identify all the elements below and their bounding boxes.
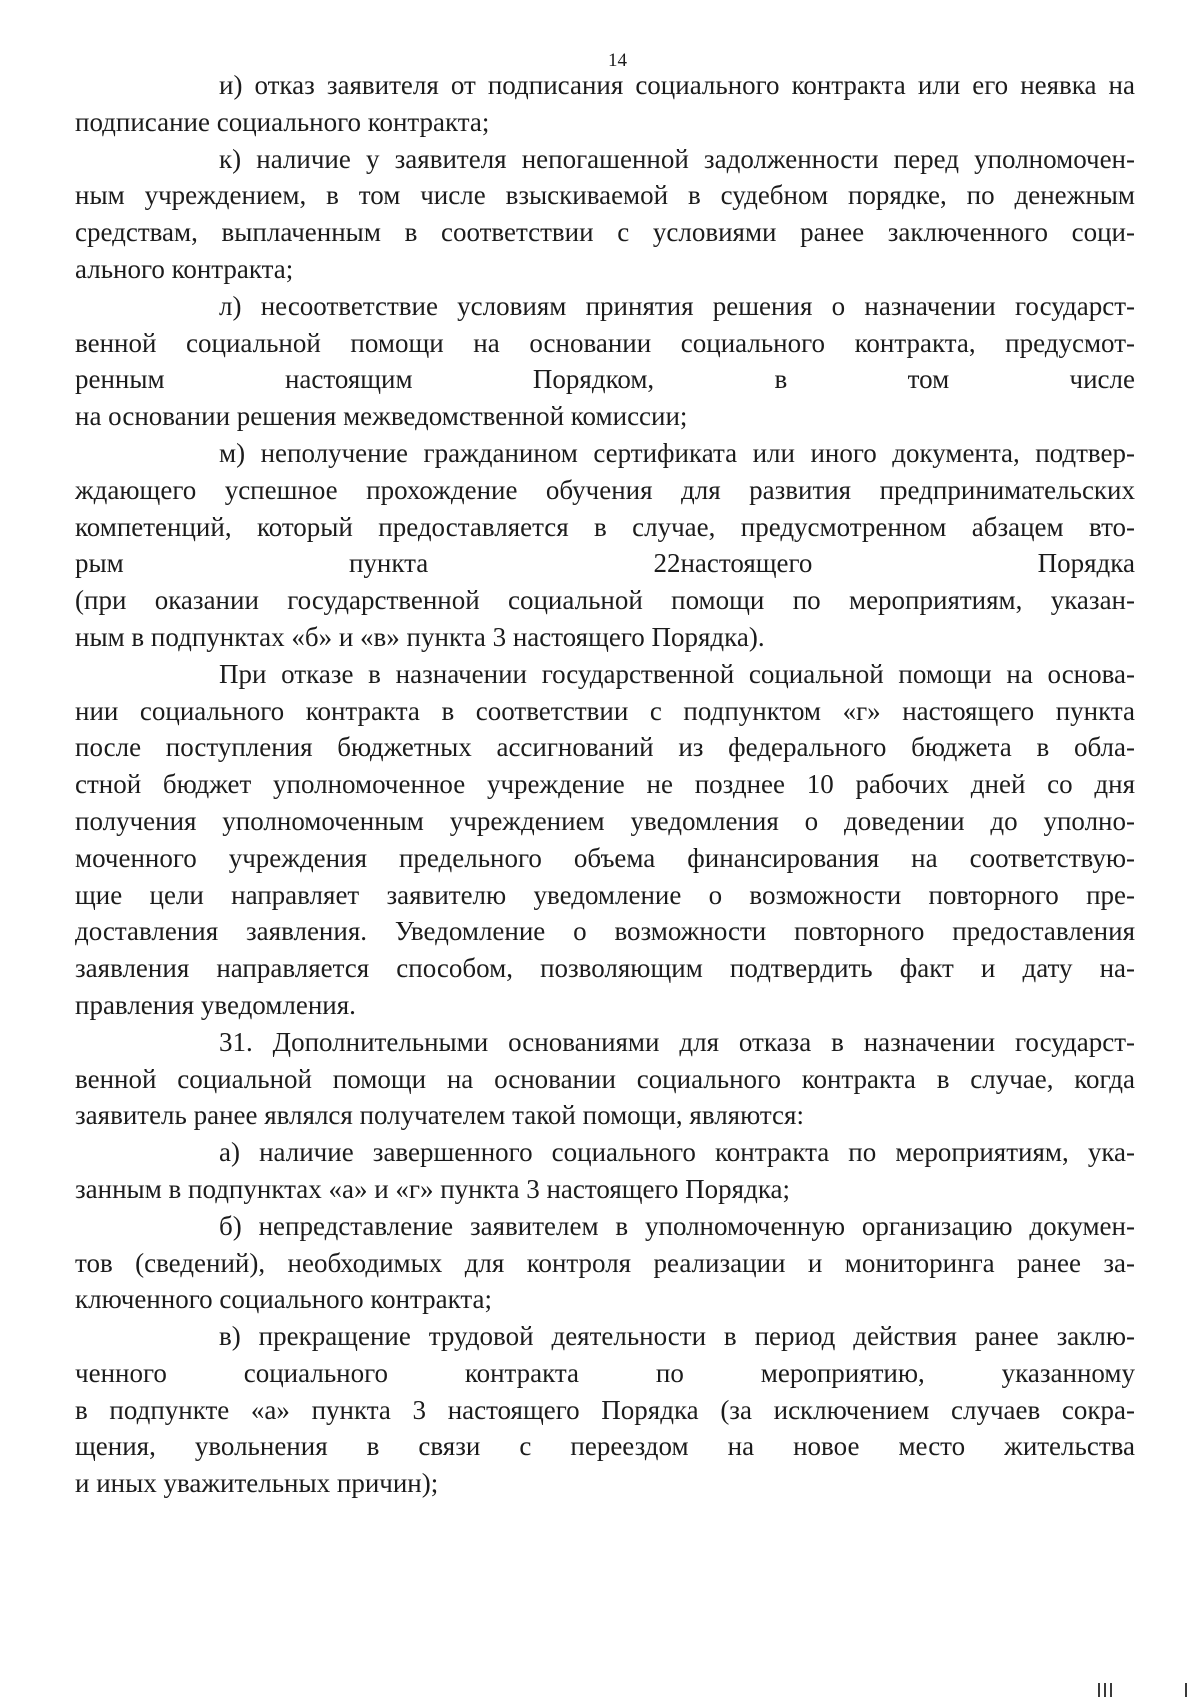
text-line: а) наличие завершенного социального контракта по мероприятиям, ука- (219, 1137, 1135, 1168)
paragraph (75, 67, 1135, 141)
paragraph (75, 1134, 1135, 1208)
paragraph (75, 288, 1135, 435)
text-line: щения, увольнения в связи с переездом на новое место жительства (75, 1431, 1135, 1462)
text-line: на основании решения межведомственной комиссии; (75, 401, 688, 432)
text-line: ждающего успешное прохождение обучения для развития предпринимательских (75, 474, 1135, 505)
text-line: м) неполучение гражданином сертификата или иного документа, подтвер- (219, 437, 1135, 468)
paragraph (75, 656, 1135, 1024)
text-line: к) наличие у заявителя непогашенной задолженности перед уполномочен- (219, 143, 1135, 174)
text-line: При отказе в назначении государственной социальной помощи на основа- (219, 658, 1135, 689)
text-line: ключенного социального контракта; (75, 1284, 493, 1315)
paragraph (75, 1024, 1135, 1134)
text-line: рым пункта 22настоящего Порядка (75, 548, 1135, 579)
paragraph (75, 1318, 1135, 1502)
text-line: и) отказ заявителя от подписания социального контракта или его неявка на (219, 70, 1135, 100)
text-line: и иных уважительных причин); (75, 1468, 439, 1499)
text-line: средствам, выплаченным в соответствии с условиями ранее заключенного соци- (75, 217, 1135, 248)
text-line: компетенций, который предоставляется в случае, предусмотренном абзацем вто- (75, 511, 1135, 542)
page-number: 14 (608, 50, 627, 71)
text-line: в) прекращение трудовой деятельности в период действия ранее заклю- (219, 1321, 1135, 1352)
scan-edge-marks (1098, 1683, 1198, 1697)
text-line: венной социальной помощи на основании социального контракта в случае, когда (75, 1063, 1135, 1094)
text-line: л) несоответствие условиям принятия решения о назначении государст- (219, 290, 1135, 321)
text-line: ального контракта; (75, 253, 294, 284)
text-line: щие цели направляет заявителю уведомление о возможности повторного пре- (75, 879, 1135, 910)
text-line: подписание социального контракта; (75, 106, 490, 137)
text-line: венной социальной помощи на основании социального контракта, предусмот- (75, 327, 1135, 358)
text-line: 31. Дополнительными основаниями для отказа в назначении государст- (219, 1026, 1135, 1057)
text-line: моченного учреждения предельного объема финансирования на соответствую- (75, 842, 1135, 873)
text-line: нии социального контракта в соответствии с подпунктом «г» настоящего пункта (75, 695, 1135, 726)
paragraph (75, 141, 1135, 288)
text-line: стной бюджет уполномоченное учреждение не позднее 10 рабочих дней со дня (75, 769, 1135, 800)
paragraph (75, 435, 1135, 656)
text-line: ным учреждением, в том числе взыскиваемой в судебном порядке, по денежным (75, 180, 1135, 211)
text-line: заявитель ранее являлся получателем такой помощи, являются: (75, 1100, 804, 1131)
text-line: ным в подпунктах «б» и «в» пункта 3 настоящего Порядка). (75, 621, 765, 652)
text-line: б) непредставление заявителем в уполномоченную организацию докумен- (219, 1210, 1135, 1241)
text-line: тов (сведений), необходимых для контроля реализации и мониторинга ранее за- (75, 1247, 1135, 1278)
text-line: (при оказании государственной социальной помощи по мероприятиям, указан- (75, 585, 1135, 616)
text-line: после поступления бюджетных ассигнований из федерального бюджета в обла- (75, 732, 1135, 763)
text-line: доставления заявления. Уведомление о возможности повторного предоставления (75, 916, 1135, 947)
text-line: получения уполномоченным учреждением уведомления о доведении до уполно- (75, 805, 1135, 836)
text-line: правления уведомления. (75, 989, 356, 1020)
text-line: заявления направляется способом, позволяющим подтвердить факт и дату на- (75, 953, 1135, 984)
text-line: ренным настоящим Порядком, в том числе (75, 364, 1135, 395)
document-body (75, 67, 1135, 1502)
paragraph (75, 1208, 1135, 1318)
text-line: в подпункте «а» пункта 3 настоящего Порядка (за исключением случаев сокра- (75, 1394, 1135, 1425)
text-line: занным в подпунктах «а» и «г» пункта 3 настоящего Порядка; (75, 1173, 791, 1204)
text-line: ченного социального контракта по мероприятию, указанному (75, 1357, 1135, 1388)
